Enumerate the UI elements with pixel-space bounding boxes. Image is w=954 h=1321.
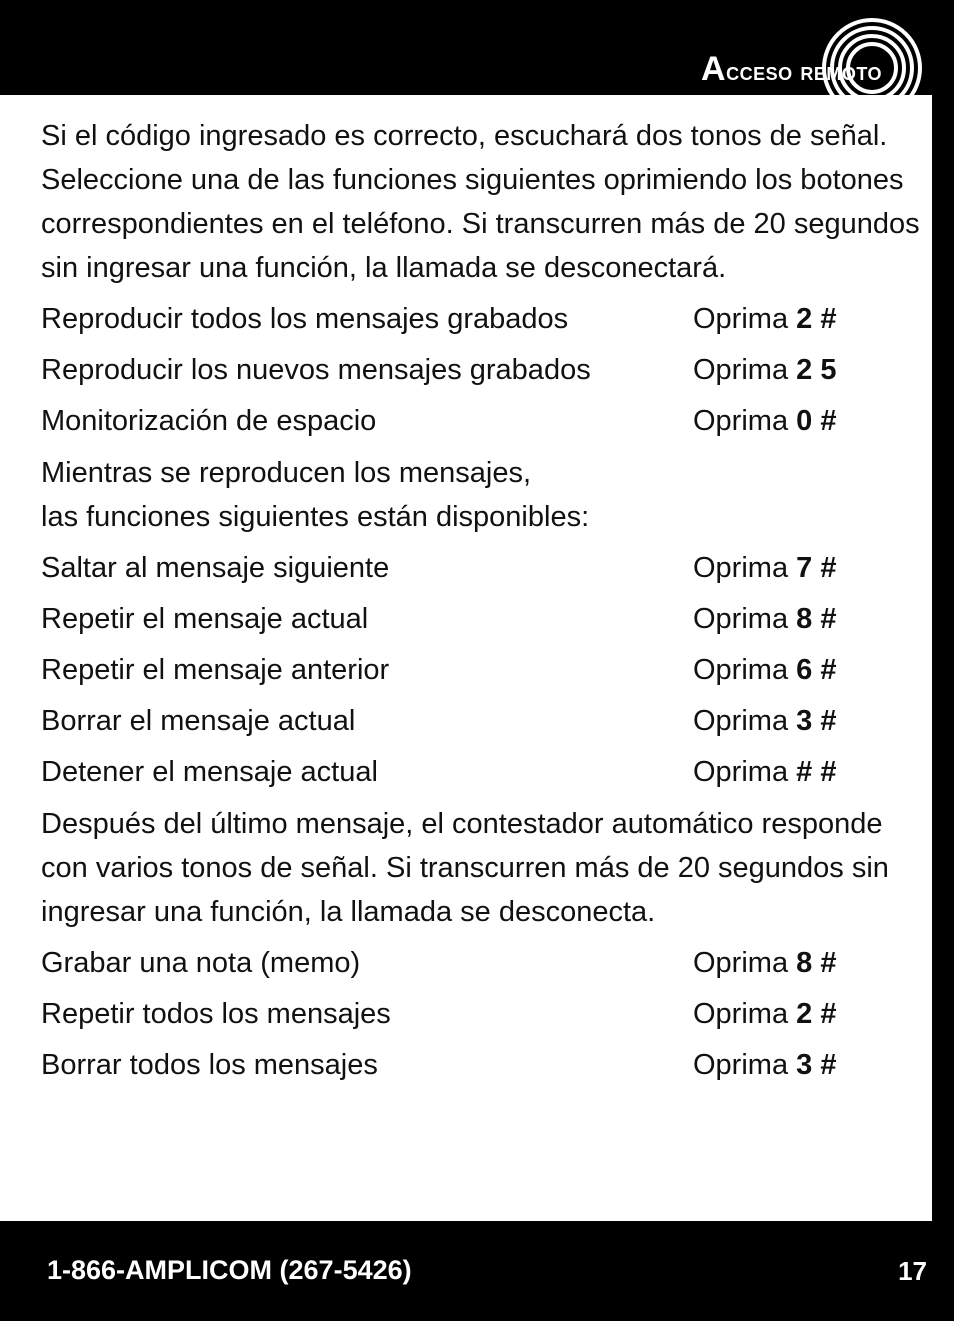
intro-paragraph: Si el código ingresado es correcto, escuchará dos tonos de señal. Seleccione una de las funciones siguientes oprimiendo los botones correspondientes en el teléfono. Si transcurren más de 20 segundos sin ingresar una función, la llamada se desconectará. (41, 120, 920, 284)
content (41, 114, 921, 1087)
command-label: Detener el mensaje actual (41, 756, 378, 788)
command-row (41, 992, 921, 1036)
command-row (41, 297, 921, 341)
command-list-main (41, 297, 921, 443)
page-number: 17 (898, 1256, 927, 1286)
command-action: Oprima 6 # (693, 654, 837, 686)
command-action: Oprima 8 # (693, 947, 837, 979)
after-last-paragraph: Después del último mensaje, el contestador automático responde con varios tonos de señal. Si transcurren más de 20 segundos sin ingresar una función, la llamada se desconecta. (41, 808, 889, 928)
command-row (41, 348, 921, 392)
command-label: Saltar al mensaje siguiente (41, 552, 390, 584)
command-label: Reproducir los nuevos mensajes grabados (41, 354, 591, 386)
command-list-playback (41, 546, 921, 794)
command-action: Oprima 2 5 (693, 354, 837, 386)
command-label: Reproducir todos los mensajes grabados (41, 303, 569, 335)
section-title: Acceso remoto (701, 50, 882, 88)
command-label: Repetir el mensaje actual (41, 603, 369, 635)
command-label: Grabar una nota (memo) (41, 947, 361, 979)
command-row (41, 941, 921, 985)
command-action: Oprima 0 # (693, 405, 837, 437)
footer-phone-number: 1-866-AMPLICOM (267-5426) (47, 1255, 412, 1285)
command-row (41, 597, 921, 641)
command-label: Borrar el mensaje actual (41, 705, 356, 737)
command-label: Monitorización de espacio (41, 405, 377, 437)
command-row (41, 699, 921, 743)
command-action: Oprima 3 # (693, 1049, 837, 1081)
command-action: Oprima # # (693, 756, 837, 788)
command-action: Oprima 7 # (693, 552, 837, 584)
command-row (41, 750, 921, 794)
command-action: Oprima 2 # (693, 998, 837, 1030)
command-label: Repetir el mensaje anterior (41, 654, 390, 686)
command-action: Oprima 2 # (693, 303, 837, 335)
command-row (41, 1043, 921, 1087)
command-action: Oprima 3 # (693, 705, 837, 737)
command-row (41, 546, 921, 590)
command-row (41, 648, 921, 692)
command-action: Oprima 8 # (693, 603, 837, 635)
command-list-after (41, 941, 921, 1087)
command-row (41, 399, 921, 443)
command-label: Borrar todos los mensajes (41, 1049, 378, 1081)
playback-note: Mientras se reproducen los mensajes, las funciones siguientes están disponibles: (41, 457, 590, 533)
command-label: Repetir todos los mensajes (41, 998, 391, 1030)
